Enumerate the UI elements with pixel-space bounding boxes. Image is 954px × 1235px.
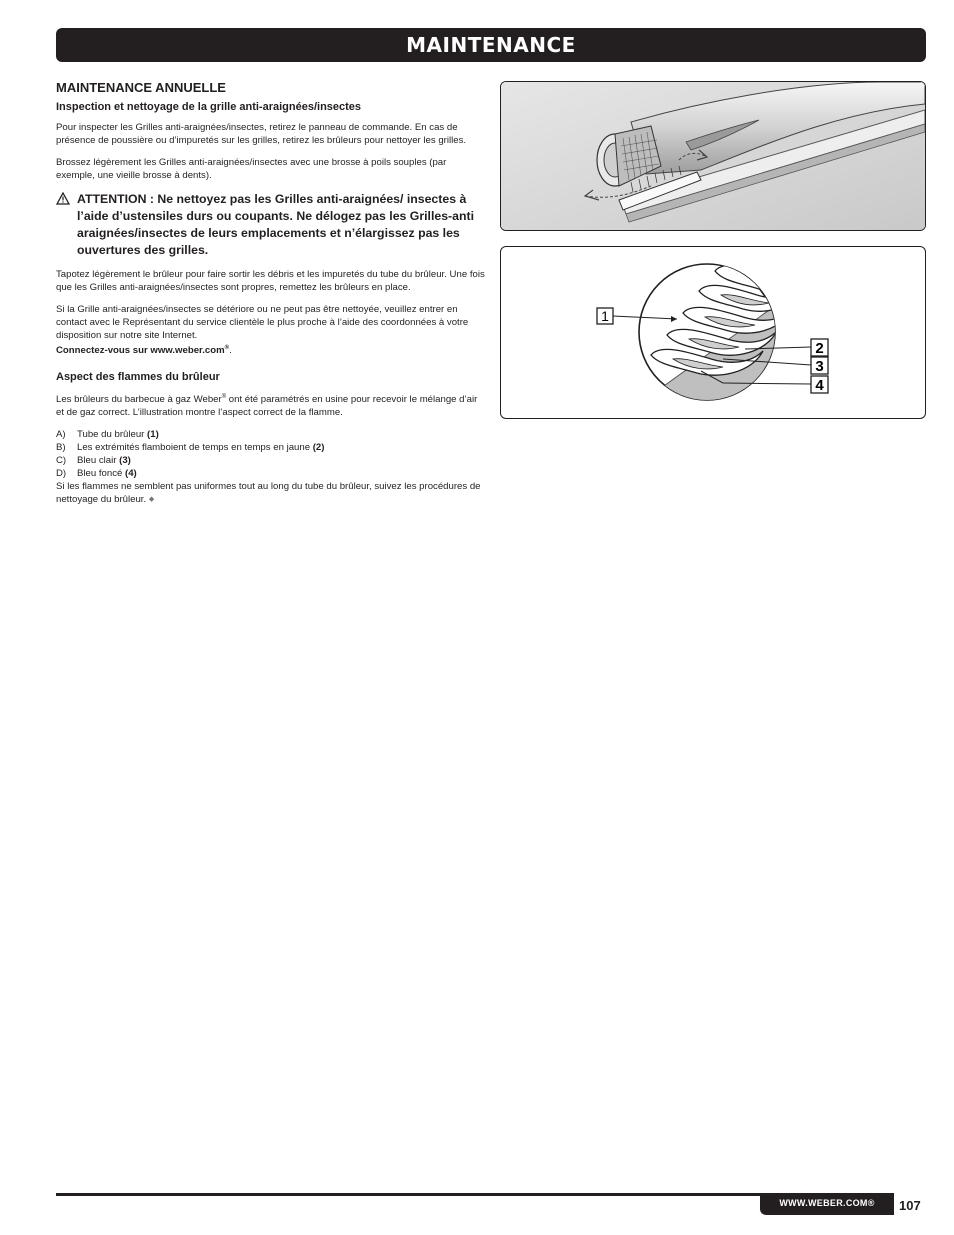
flame-list: [56, 428, 486, 480]
paragraph-uneven-flames: Si les flammes ne semblent pas uniformes tout au long du tube du brûleur, suivez les procédures de nettoyage du brûleur. ◆: [56, 481, 481, 506]
paragraph-contact: [56, 303, 486, 357]
footer-url-tab[interactable]: [760, 1193, 894, 1215]
callout-1-label: 1: [601, 308, 609, 324]
end-mark-icon: ◆: [148, 496, 155, 504]
paragraph-flames-b: ont été paramétrés en usine pour recevoir le mélange d’air et de gaz correct. L’illustration montre l’aspect correct de la flamme.: [56, 394, 478, 419]
footer-url[interactable]: WWW.WEBER.COM®: [779, 1198, 875, 1208]
section-heading: MAINTENANCE ANNUELLE: [56, 80, 226, 95]
warning-triangle-icon: [56, 192, 70, 205]
paragraph-tap-burner: Tapotez légèrement le brûleur pour faire sortir les débris et les impuretés du tube du brûleur. Une fois que les Grilles anti-araignées/insectes sont propres, remettez les brûleurs en place.: [56, 269, 485, 293]
page-title: MAINTENANCE: [406, 33, 576, 57]
paragraph-brush: Brossez légèrement les Grilles anti-araignées/insectes avec une brosse à poils souples (par exemple, une vieille brosse à dents).: [56, 157, 447, 181]
warning-block: [56, 191, 486, 259]
paragraph-inspect: Pour inspecter les Grilles anti-araignées/insectes, retirez le panneau de commande. En cas de présence de poussière ou d’impuretés sur les grilles, retirez les brûleurs pour nettoyer les grilles.: [56, 122, 467, 146]
flame-illustration: [501, 247, 925, 418]
callout-4-label: 4: [815, 377, 824, 394]
header-bar: [56, 28, 926, 62]
registered-mark-2: ®: [221, 394, 227, 401]
warning-text: ATTENTION : Ne nettoyez pas les Grilles anti-araignées/ insectes à l’aide d’ustensiles durs ou coupants. Ne délogez pas les Grilles-anti araignées/insectes de leurs emplacements et n’élargissez pas les ouvertures des grilles.: [77, 192, 475, 257]
main-text-column: [56, 80, 486, 506]
callout-2-label: 2: [815, 340, 824, 357]
weber-link-text[interactable]: Connectez-vous sur www.weber.com: [56, 345, 225, 357]
callout-3-label: 3: [815, 358, 824, 375]
paragraph-contact-text: Si la Grille anti-araignées/insectes se détériore ou ne peut pas être nettoyée, veuillez entrer en contact avec le Représentant du service clientèle le plus proche à l’aide des coordonnées à votre disposition sur notre site Internet.: [56, 304, 469, 341]
list-item: A) Tube du brûleur (1): [56, 429, 159, 441]
list-item: C) Bleu clair (3): [56, 455, 131, 467]
registered-mark: ®: [224, 345, 230, 351]
list-item: D) Bleu foncé (4): [56, 468, 137, 480]
link-period: .: [229, 345, 232, 357]
subheading-inspection: Inspection et nettoyage de la grille anti-araignées/insectes: [56, 101, 362, 113]
callout-1: [597, 308, 613, 324]
figure-flame-appearance: [500, 246, 926, 419]
callout-4: [811, 376, 828, 394]
page-number: 107: [899, 1198, 921, 1213]
subheading-flames: Aspect des flammes du brûleur: [56, 371, 220, 384]
figure-burner-cleaning: [500, 81, 926, 231]
paragraph-flames-a: Les brûleurs du barbecue à gaz Weber: [56, 394, 222, 406]
weber-link[interactable]: [56, 345, 229, 356]
callout-2: [811, 339, 828, 357]
burner-illustration: [501, 82, 925, 230]
list-item: B) Les extrémités flamboient de temps en temps en jaune (2): [56, 442, 325, 454]
callout-3: [811, 357, 828, 375]
paragraph-flames: [56, 391, 486, 419]
